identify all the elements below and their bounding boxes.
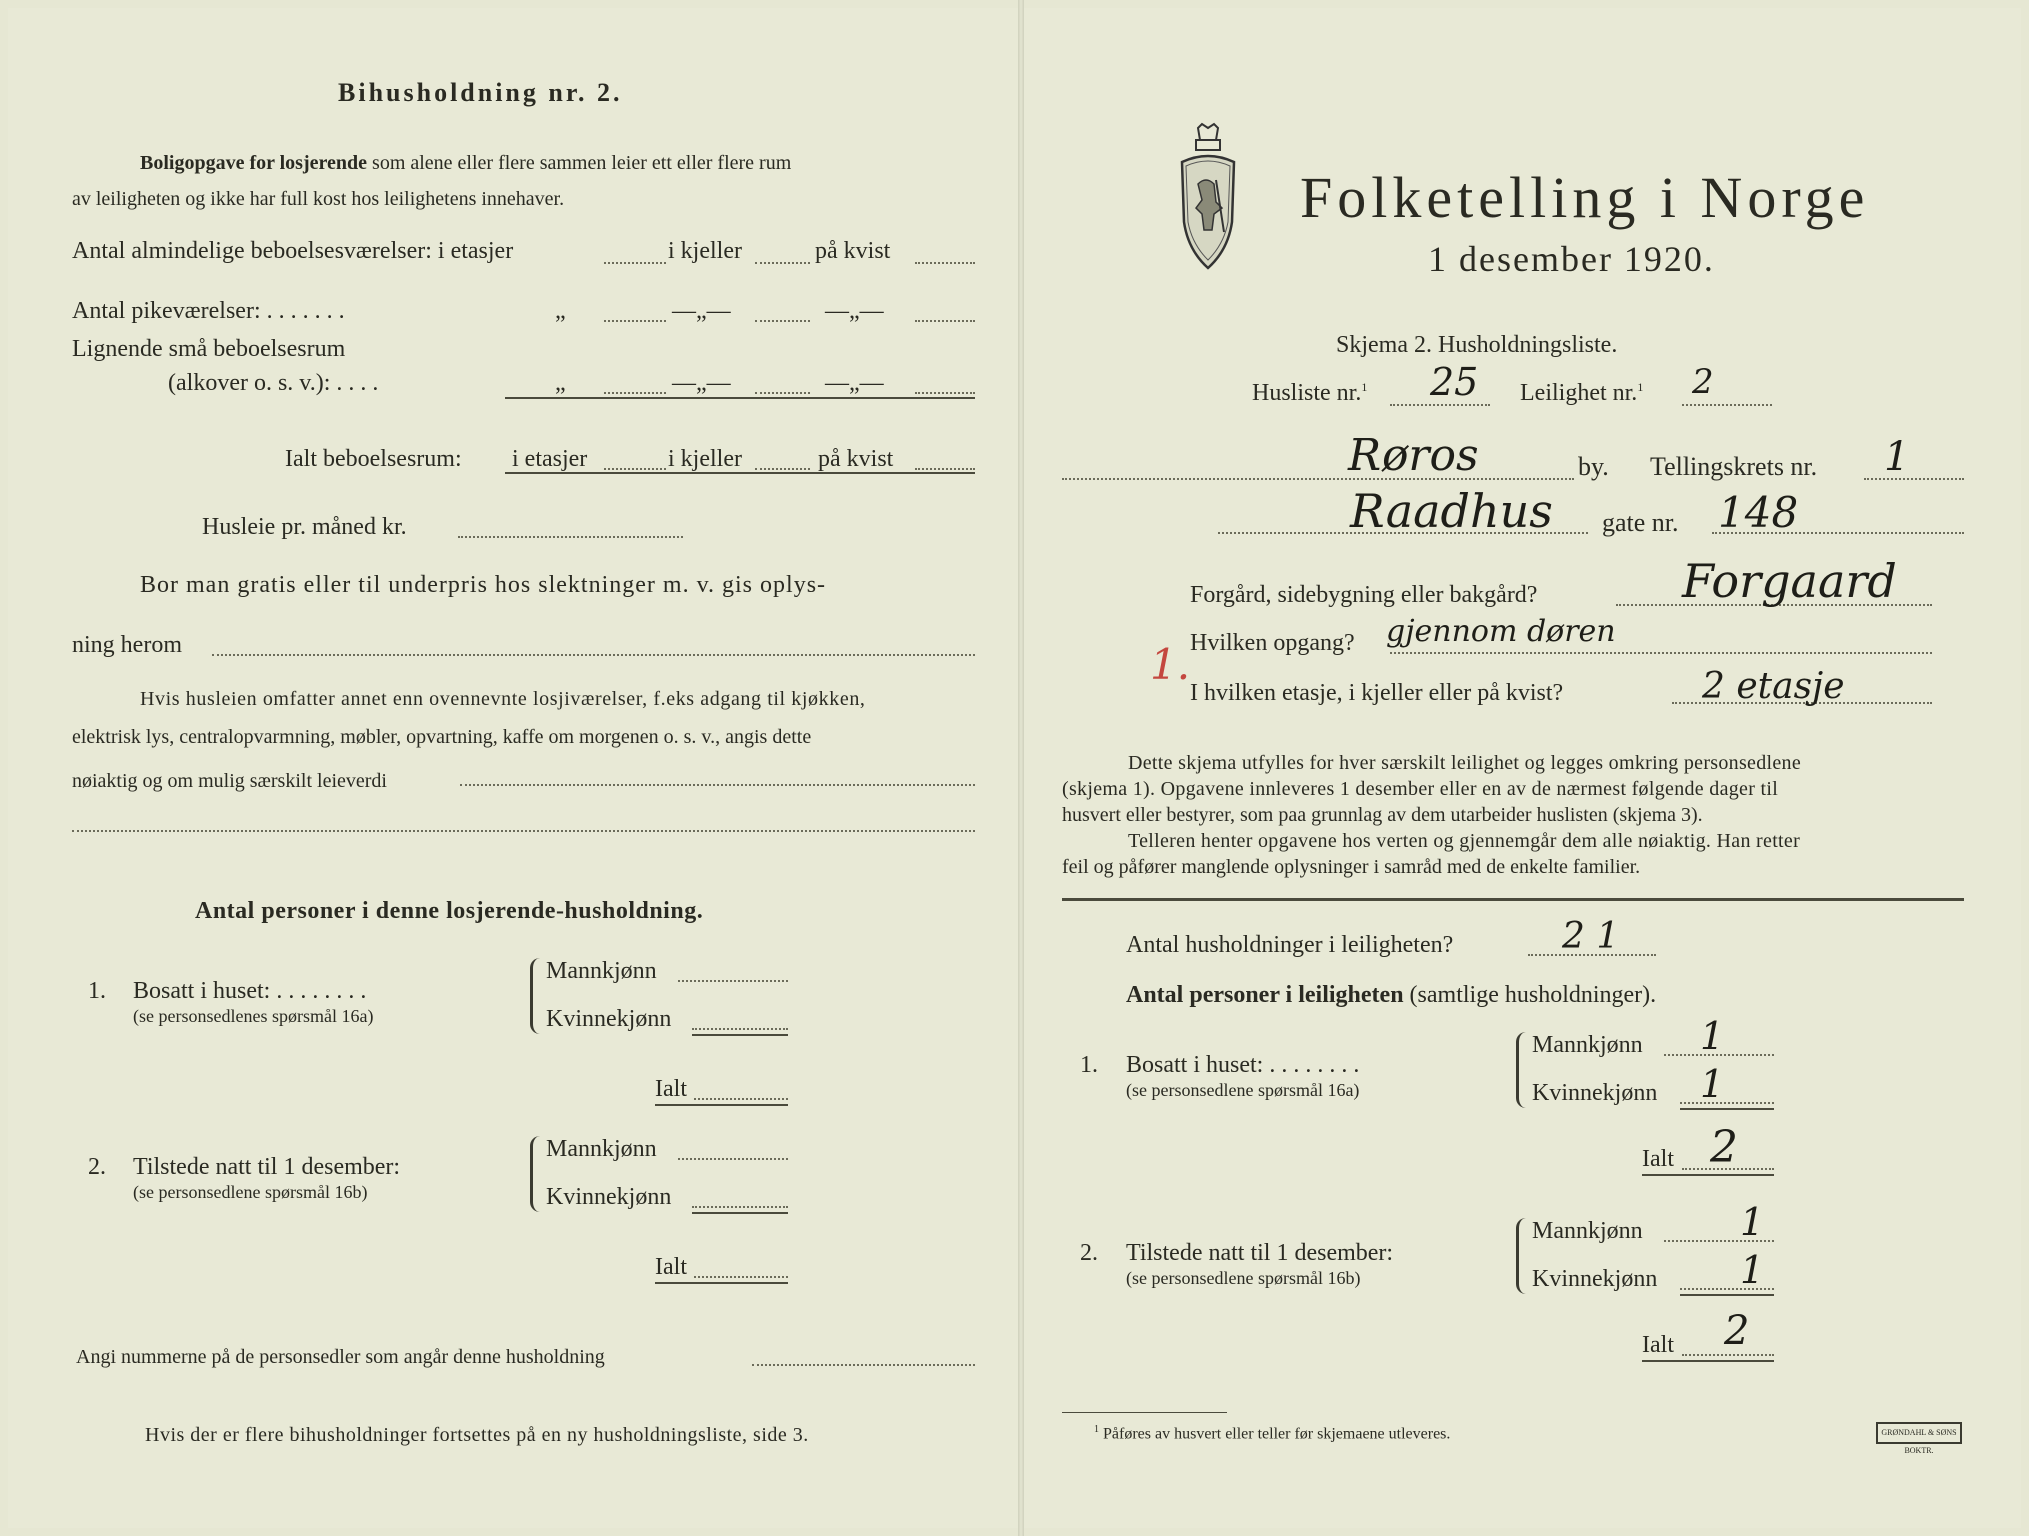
- intro-line-2: av leiligheten og ikke har full kost hos leilighetens innehaver.: [72, 188, 565, 210]
- q2-ialt-rule-left: [655, 1282, 788, 1284]
- q1-num-left: 1.: [88, 978, 106, 1004]
- antal-pers-bold: Antal personer i leiligheten: [1126, 982, 1404, 1008]
- q1-ialt-rule-left: [655, 1104, 788, 1106]
- q1-kvinne-label-right: Kvinnekjønn: [1532, 1080, 1658, 1106]
- husliste-field[interactable]: [1390, 404, 1490, 406]
- ialt-etasjer-label: i etasjer: [512, 446, 588, 472]
- leilighet-field[interactable]: [1682, 404, 1772, 406]
- angi-field[interactable]: [752, 1364, 975, 1366]
- main-title: Folketelling i Norge: [1300, 165, 1870, 230]
- q1-sub-left: (se personsedlenes spørsmål 16a): [133, 1006, 374, 1026]
- q2-mann-label-right: Mannkjønn: [1532, 1218, 1643, 1244]
- pike-label: Antal pikeværelser: . . . . . . .: [72, 298, 345, 324]
- q1-sum-rule-right: [1680, 1108, 1774, 1110]
- q1-kvinne-value: 1: [1700, 1062, 1725, 1106]
- q2-sub-left: (se personsedlene spørsmål 16b): [133, 1182, 368, 1202]
- tellingskrets-label: Tellingskrets nr.: [1650, 452, 1818, 481]
- footnote-rule: [1062, 1412, 1227, 1413]
- husleie-label: Husleie pr. måned kr.: [202, 514, 407, 540]
- leilighet-footnote-mark: 1: [1637, 380, 1644, 394]
- q2-ialt-rule-right: [1642, 1360, 1774, 1362]
- q2-mann-label-left: Mannkjønn: [546, 1136, 657, 1162]
- husliste-label: [1252, 380, 1367, 407]
- footnote: [1094, 1424, 1450, 1443]
- tellingskrets-field[interactable]: [1864, 478, 1964, 480]
- husliste-text: Husliste nr.: [1252, 380, 1362, 406]
- leilighet-text: Leilighet nr.: [1520, 380, 1638, 406]
- by-label: by.: [1578, 452, 1609, 481]
- q1-ialt-label-left: Ialt: [655, 1076, 687, 1102]
- smaa-kvist-field[interactable]: [915, 392, 975, 394]
- q2-ialt-label-left: Ialt: [655, 1254, 687, 1280]
- ialt-kvist-field[interactable]: [915, 468, 975, 470]
- pike-etasjer-field[interactable]: [604, 320, 666, 322]
- gate-nr-value: 148: [1718, 488, 1799, 537]
- opgang-value: [1386, 614, 1616, 649]
- gratis-field[interactable]: [212, 654, 975, 656]
- gate-label: gate nr.: [1602, 508, 1679, 537]
- gratis-line-1: Bor man gratis eller til underpris hos slektninger m. v. gis oplys-: [140, 572, 827, 598]
- q2-label-right: Tilstede natt til 1 desember:: [1126, 1240, 1394, 1266]
- q2-brace-right: [1516, 1218, 1529, 1294]
- q2-ialt-label-right: Ialt: [1642, 1332, 1674, 1358]
- antal-pers-rest: (samtlige husholdninger).: [1409, 982, 1657, 1008]
- info-line-2: (skjema 1). Opgavene innleveres 1 desember eller en av de nærmest følgende dager til: [1062, 778, 1779, 800]
- q1-mann-value: 1: [1700, 1014, 1725, 1058]
- q1-label-right: Bosatt i huset: . . . . . . . .: [1126, 1052, 1360, 1078]
- q2-num-left: 2.: [88, 1154, 106, 1180]
- smaa-label-2: (alkover o. s. v.): . . . .: [168, 370, 379, 396]
- intro-line-1: [140, 152, 791, 175]
- q1-ialt-rule-right: [1642, 1174, 1774, 1176]
- forgaard-label: Forgård, sidebygning eller bakgård?: [1190, 582, 1538, 608]
- hvis-line-1: Hvis husleien omfatter annet enn ovennevnte losjiværelser, f.eks adgang til kjøkken,: [140, 688, 866, 710]
- left-title: Bihusholdning nr. 2.: [338, 78, 623, 107]
- rooms-etasjer-field[interactable]: [604, 262, 666, 264]
- footnote-text: Påføres av husvert eller teller før skjemaene utleveres.: [1103, 1425, 1451, 1443]
- info-rule: [1062, 898, 1964, 901]
- q1-brace-left: [530, 958, 543, 1034]
- q1-sum-rule-left: [692, 1034, 788, 1036]
- ialt-kvist-label: på kvist: [818, 446, 894, 472]
- q1-kvinne-field-left[interactable]: [692, 1028, 788, 1030]
- q1-brace-right: [1516, 1032, 1529, 1108]
- sum-rule: [505, 397, 975, 399]
- ialt-etasjer-field[interactable]: [604, 468, 666, 470]
- coat-of-arms-icon: [1176, 122, 1240, 272]
- ialt-kjeller-label: i kjeller: [668, 446, 742, 472]
- q2-sum-rule-left: [692, 1212, 788, 1214]
- q1-label-left: Bosatt i huset: . . . . . . . .: [133, 978, 367, 1004]
- husliste-value: 25: [1430, 360, 1479, 404]
- hvis-line-3: nøiaktig og om mulig særskilt leieverdi: [72, 770, 387, 792]
- q1-num-right: 1.: [1080, 1052, 1098, 1078]
- q1-ialt-field-left[interactable]: [694, 1098, 788, 1100]
- antal-heading-left: Antal personer i denne losjerende-husholdning.: [195, 898, 704, 924]
- q1-kvinne-label-left: Kvinnekjønn: [546, 1006, 672, 1032]
- q1-ialt-label-right: Ialt: [1642, 1146, 1674, 1172]
- antal-hush-label: Antal husholdninger i leiligheten?: [1126, 932, 1454, 958]
- smaa-etasjer-field[interactable]: [604, 392, 666, 394]
- antal-pers-line: [1126, 982, 1656, 1009]
- q1-mann-label-right: Mannkjønn: [1532, 1032, 1643, 1058]
- ialt-rule: [505, 472, 975, 474]
- intro-rest: som alene eller flere sammen leier ett eller flere rum: [372, 152, 792, 174]
- q2-sub-right: (se personsedlene spørsmål 16b): [1126, 1268, 1361, 1288]
- opgang-field[interactable]: [1390, 652, 1932, 654]
- leilighet-value: 2: [1692, 362, 1714, 402]
- leilighet-label: [1520, 380, 1643, 407]
- pike-ditto-3: —„—: [825, 298, 884, 324]
- opgang-label: Hvilken opgang?: [1190, 630, 1355, 656]
- smaa-label-1: Lignende små beboelsesrum: [72, 336, 346, 362]
- q2-ialt-field-right[interactable]: [1682, 1354, 1774, 1356]
- rooms-kvist-field[interactable]: [915, 262, 975, 264]
- q2-kvinne-field-left[interactable]: [692, 1206, 788, 1208]
- etasje-value: 2 etasje: [1702, 666, 1845, 707]
- printer-stamp: GRØNDAHL & SØNS BOKTR.: [1876, 1422, 1962, 1444]
- q1-mann-label-left: Mannkjønn: [546, 958, 657, 984]
- antal-hush-value: 2 1: [1562, 916, 1620, 957]
- rooms-kvist-label: på kvist: [815, 238, 891, 264]
- intro-bold: Boligopgave for losjerende: [140, 152, 368, 174]
- q2-kvinne-label-right: Kvinnekjønn: [1532, 1266, 1658, 1292]
- q2-ialt-field-left[interactable]: [694, 1276, 788, 1278]
- census-date: 1 desember 1920.: [1428, 239, 1715, 279]
- q1-mann-field-left[interactable]: [678, 980, 788, 982]
- q2-sum-rule-right: [1680, 1294, 1774, 1296]
- rooms-kjeller-label: i kjeller: [668, 238, 742, 264]
- husliste-footnote-mark: 1: [1361, 380, 1368, 394]
- info-line-5: feil og påfører manglende oplysninger i samråd med de enkelte familier.: [1062, 856, 1641, 878]
- leieverdi-field[interactable]: [460, 784, 975, 786]
- husleie-field[interactable]: [458, 536, 683, 538]
- q2-kvinne-value: 1: [1740, 1248, 1765, 1292]
- pike-ditto-1: „: [555, 298, 566, 324]
- gratis-line-2: ning herom: [72, 632, 182, 658]
- smaa-ditto-1: „: [555, 370, 566, 396]
- q2-mann-value: 1: [1740, 1200, 1765, 1244]
- ialt-kjeller-field[interactable]: [755, 468, 810, 470]
- left-footer: Hvis der er flere bihusholdninger fortsettes på en ny husholdningsliste, side 3.: [145, 1424, 809, 1446]
- info-line-1: Dette skjema utfylles for hver særskilt leilighet og legges omkring personsedlene: [1128, 752, 1802, 774]
- pike-kjeller-field[interactable]: [755, 320, 810, 322]
- smaa-ditto-3: —„—: [825, 370, 884, 396]
- info-line-4: Telleren henter opgavene hos verten og gjennemgår dem alle nøiaktig. Han retter: [1128, 830, 1801, 852]
- q1-sub-right: (se personsedlene spørsmål 16a): [1126, 1080, 1360, 1100]
- q2-label-left: Tilstede natt til 1 desember:: [133, 1154, 401, 1180]
- gate-value: Raadhus: [1350, 484, 1553, 538]
- forgaard-value: Forgaard: [1682, 554, 1897, 608]
- page-fold: [1018, 0, 1024, 1536]
- leieverdi-field-2[interactable]: [72, 830, 975, 832]
- smaa-ditto-2: —„—: [672, 370, 731, 396]
- q2-brace-left: [530, 1136, 543, 1212]
- pike-ditto-2: —„—: [672, 298, 731, 324]
- opgang-value-text: gjennom døren: [1386, 614, 1616, 649]
- by-field[interactable]: [1062, 478, 1574, 480]
- q2-kvinne-label-left: Kvinnekjønn: [546, 1184, 672, 1210]
- skjema-label: Skjema 2. Husholdningsliste.: [1336, 332, 1618, 358]
- rooms-kjeller-field[interactable]: [755, 262, 810, 264]
- q1-ialt-value: 2: [1710, 1122, 1738, 1173]
- q2-mann-field-left[interactable]: [678, 1158, 788, 1160]
- by-value: Røros: [1348, 430, 1479, 481]
- q2-ialt-value: 2: [1724, 1308, 1750, 1354]
- ialt-rooms-label: Ialt beboelsesrum:: [285, 446, 462, 472]
- hvis-line-2: elektrisk lys, centralopvarmning, møbler, opvartning, kaffe om morgenen o. s. v., angis dette: [72, 726, 812, 748]
- q2-num-right: 2.: [1080, 1240, 1098, 1266]
- pike-kvist-field[interactable]: [915, 320, 975, 322]
- tellingskrets-value: 1: [1884, 434, 1910, 480]
- left-page: [8, 8, 1018, 1528]
- margin-mark: 1.: [1150, 640, 1191, 689]
- info-line-3: husvert eller bestyrer, som paa grunnlag av dem utarbeider huslisten (skjema 3).: [1062, 804, 1703, 826]
- smaa-kjeller-field[interactable]: [755, 392, 810, 394]
- etasje-label: I hvilken etasje, i kjeller eller på kvist?: [1190, 680, 1564, 706]
- footnote-mark: 1: [1094, 1424, 1099, 1435]
- rooms-label: Antal almindelige beboelsesværelser: i etasjer: [72, 238, 514, 264]
- angi-label: Angi nummerne på de personsedler som angår denne husholdning: [76, 1346, 605, 1368]
- q1-kvinne-field-right[interactable]: [1680, 1102, 1774, 1104]
